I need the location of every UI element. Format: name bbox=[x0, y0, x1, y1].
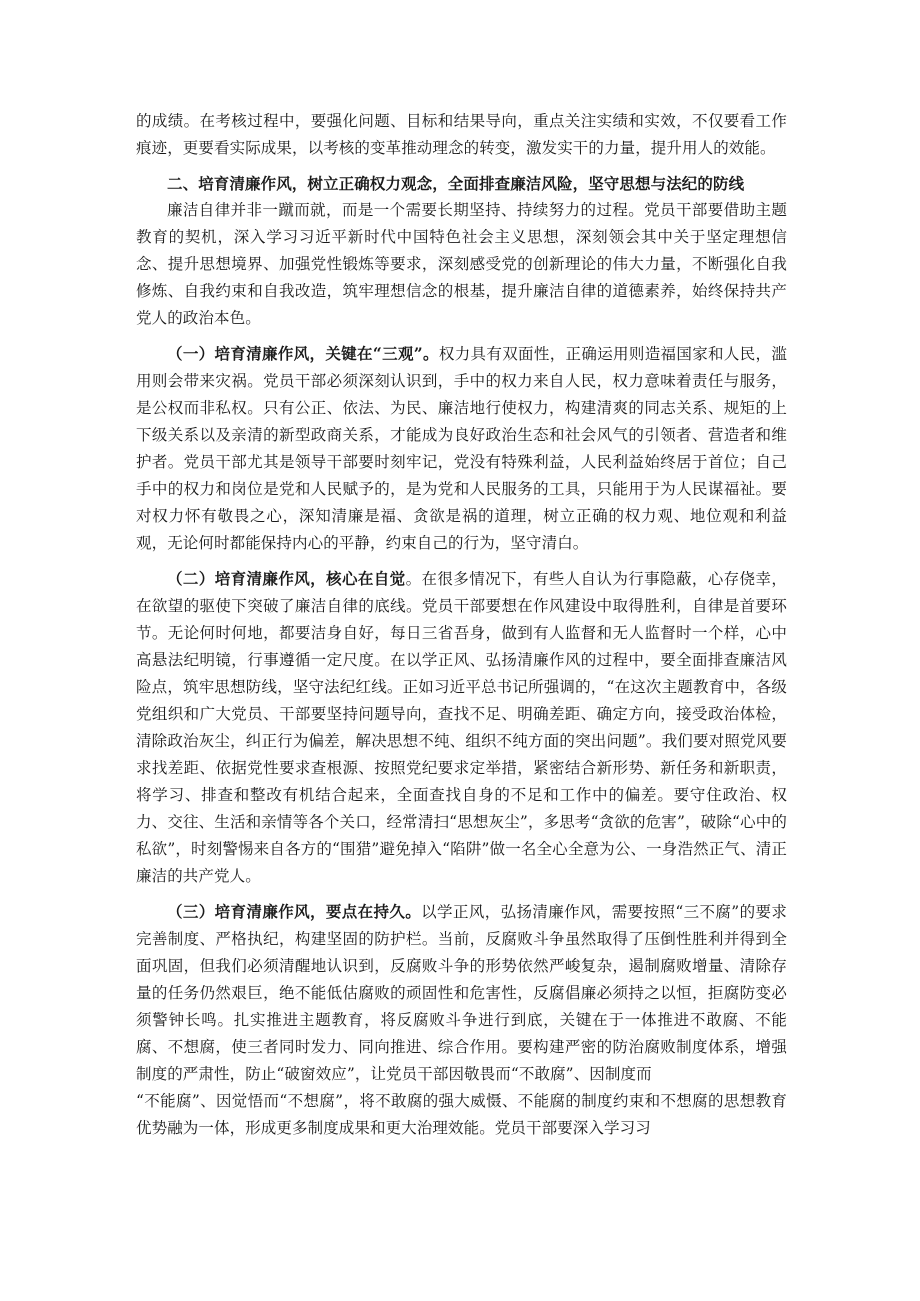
subsection-1-body: 权力具有双面性，正确运用则造福国家和人民，滥用则会带来灾祸。党员干部必须深刻认识到，手中的权力来自人民，权力意味着责任与服务，是公权而非私权。只有公正、依法、为民、廉洁地行使权力，构建清爽的同志关系、规矩的上下级关系以及亲清的新型政商关系，才能成为良好政治生态和社会风气的引领者、营造者和维护者。党员干部尤其是领导干部要时刻牢记，党没有特殊利益，人民利益始终居于首位；自己手中的权力和岗位是党和人民赋予的，是为党和人民服务的工具，只能用于为人民谋福祉。要对权力怀有敬畏之心，深知清廉是福、贪欲是祸的道理，树立正确的权力观、地位观和利益观，无论何时都能保持内心的平静，约束自己的行为，坚守清白。 bbox=[136, 345, 787, 552]
subsection-2-body: 。在很多情况下，有些人自认为行事隐蔽，心存侥幸，在欲望的驱使下突破了廉洁自律的底线。党员干部要想在作风建设中取得胜利，自律是首要环节。无论何时何地，都要洁身自好，每日三省吾身，做到有人监督和无人监督时一个样，心中高悬法纪明镜，行事遵循一定尺度。在以学正风、弘扬清廉作风的过程中，要全面排查廉洁风险点，筑牢思想防线，坚守法纪红线。正如习近平总书记所强调的，“在这次主题教育中，各级党组织和广大党员、干部要坚持问题导向，查找不足、明确差距、确定方向，接受政治体检，清除政治灰尘，纠正行为偏差，解决思想不纯、组织不纯方面的突出问题”。我们要对照党风要求找差距、依据党性要求查根源、按照党纪要求定举措，紧密结合新形势、新任务和新职责，将学习、排查和整改有机结合起来，全面查找自身的不足和工作中的偏差。要守住政治、权力、交往、生活和亲情等各个关口，经常清扫“思想灰尘”，多思考“贪欲的危害”，破除“心中的私欲”，时刻警惕来自各方的“围猎”避免掉入“陷阱”做一名全心全意为公、一身浩然正气、清正廉洁的共产党人。 bbox=[136, 570, 787, 885]
paragraph-subsection-1 bbox=[136, 340, 787, 557]
section-heading-2: 二、培育清廉作风，树立正确权力观念，全面排查廉洁风险，坚守思想与法纪的防线 bbox=[167, 174, 745, 193]
paragraph-continuation: 的成绩。在考核过程中，要强化问题、目标和结果导向，重点关注实绩和实效，不仅要看工作痕迹，更要看实际成果，以考核的变革推动理念的转变，激发实干的力量，提升用人的效能。 bbox=[136, 112, 787, 157]
subsection-1-lead: （一）培育清廉作风，关键在“三观”。 bbox=[167, 344, 439, 363]
subsection-3-lead: （三）培育清廉作风，要点在持久。 bbox=[167, 902, 422, 921]
paragraph-intro: 廉洁自律并非一蹴而就，而是一个需要长期坚持、持续努力的过程。党员干部要借助主题教育的契机，深入学习习近平新时代中国特色社会主义思想，深刻领会其中关于坚定理想信念、提升思想境界、加强党性锻炼等要求，深刻感受党的创新理论的伟大力量，不断强化自我修炼、自我约束和自我改造，筑牢理想信念的根基，提升廉洁自律的道德素养，始终保持共产党人的政治本色。 bbox=[136, 201, 787, 327]
paragraph-subsection-2 bbox=[136, 565, 787, 890]
document-page bbox=[136, 108, 787, 1142]
subsection-3-body: 以学正风，弘扬清廉作风，需要按照“三不腐”的要求完善制度、严格执纪，构建坚固的防护栏。当前，反腐败斗争虽然取得了压倒性胜利并得到全面巩固，但我们必须清醒地认识到，反腐败斗争的形势依然严峻复杂，遏制腐败增量、清除存量的任务仍然艰巨，绝不能低估腐败的顽固性和危害性，反腐倡廉必须持之以恒，拒腐防变必须警钟长鸣。扎实推进主题教育，将反腐败斗争进行到底，关键在于一体推进不敢腐、不能腐、不想腐，使三者同时发力、同向推进、综合作用。要构建严密的防治腐败制度体系，增强制度的严肃性，防止“破窗效应”，让党员干部因敬畏而“不敢腐”、因制度而 bbox=[136, 903, 787, 1083]
paragraph-subsection-3 bbox=[136, 898, 787, 1088]
paragraph-continuation-end: “不能腐”、因觉悟而“不想腐”，将不敢腐的强大威慑、不能腐的制度约束和不想腐的思想教育优势融为一体，形成更多制度成果和更大治理效能。党员干部要深入学习习 bbox=[136, 1092, 787, 1137]
subsection-2-lead: （二）培育清廉作风，核心在自觉 bbox=[167, 569, 406, 588]
